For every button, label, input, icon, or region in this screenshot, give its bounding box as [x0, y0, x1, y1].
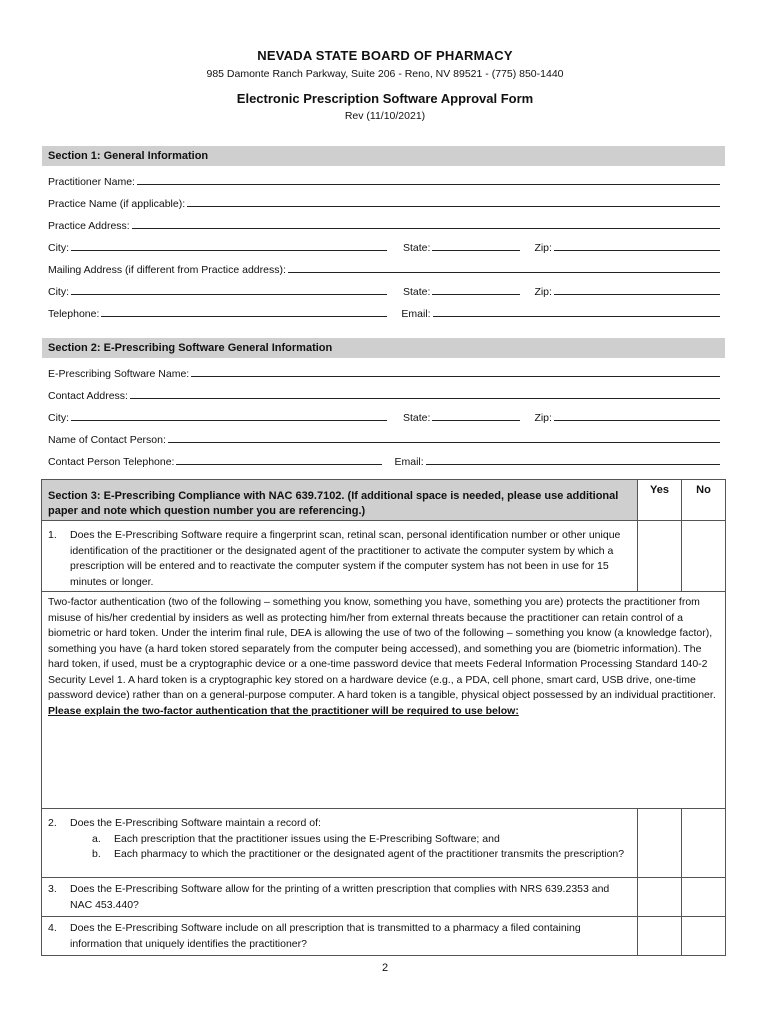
mailing-zip-field[interactable] — [554, 293, 720, 295]
software-name-field[interactable] — [191, 375, 720, 377]
no-column-header: No — [681, 480, 725, 520]
sub-text: Each prescription that the practitioner issues using the E-Prescribing Software; and — [114, 832, 500, 845]
state-label: State: — [403, 286, 431, 298]
question-number: 2. — [48, 817, 57, 829]
practice-name-label: Practice Name (if applicable): — [48, 198, 186, 210]
question-text: Does the E-Prescribing Software include on all prescription that is transmitted to a pharmacy a filed containing information that uniquely identifies the practitioner? — [70, 922, 581, 950]
contact-telephone-field[interactable] — [176, 463, 382, 465]
q1-no-cell[interactable] — [681, 521, 725, 591]
zip-label: Zip: — [534, 286, 552, 298]
q4-yes-cell[interactable] — [637, 917, 681, 955]
mailing-address-field[interactable] — [288, 271, 720, 273]
q2-no-cell[interactable] — [681, 809, 725, 877]
compliance-table — [41, 479, 726, 956]
telephone-label: Telephone: — [48, 308, 100, 320]
email-label: Email: — [401, 308, 431, 320]
zip-field[interactable] — [554, 249, 720, 251]
email-field[interactable] — [433, 315, 720, 317]
contact-address-field[interactable] — [130, 397, 720, 399]
zip-label: Zip: — [534, 242, 552, 254]
city-label: City: — [48, 242, 69, 254]
form-title: Electronic Prescription Software Approval Form — [236, 91, 534, 106]
practitioner-name-label: Practitioner Name: — [48, 176, 135, 188]
telephone-email-row — [48, 304, 720, 320]
sub-item-a — [92, 832, 631, 848]
city-state-zip-row — [48, 238, 720, 254]
practice-name-field[interactable] — [187, 205, 720, 207]
state-label: State: — [403, 242, 431, 254]
telephone-field[interactable] — [101, 315, 387, 317]
software-name-label: E-Prescribing Software Name: — [48, 368, 190, 380]
mailing-city-state-zip-row — [48, 282, 720, 298]
yes-column-header: Yes — [637, 480, 681, 520]
org-name: NEVADA STATE BOARD OF PHARMACY — [257, 48, 513, 63]
question-row-2 — [42, 809, 725, 878]
state-label: State: — [403, 412, 431, 424]
practitioner-name-row — [48, 172, 720, 188]
question-row-3 — [42, 878, 725, 917]
mailing-state-field[interactable] — [432, 293, 520, 295]
software-name-row — [48, 364, 720, 380]
contact-person-row — [48, 430, 720, 446]
practice-address-row — [48, 216, 720, 232]
question-number: 4. — [48, 922, 57, 934]
two-factor-explanation-area[interactable] — [42, 592, 725, 808]
contact-telephone-label: Contact Person Telephone: — [48, 456, 175, 468]
question-row-1 — [42, 521, 725, 592]
q4-no-cell[interactable] — [681, 917, 725, 955]
page-number: 2 — [381, 962, 389, 974]
zip-label: Zip: — [534, 412, 552, 424]
contact-state-field[interactable] — [432, 419, 520, 421]
city-field[interactable] — [71, 249, 387, 251]
q1-yes-cell[interactable] — [637, 521, 681, 591]
question-row-4 — [42, 917, 725, 955]
question-1 — [42, 521, 637, 591]
section2-heading: Section 2: E-Prescribing Software General Information — [42, 338, 725, 358]
sub-label: b. — [92, 848, 101, 860]
question-3 — [42, 878, 637, 916]
contact-person-field[interactable] — [168, 441, 720, 443]
q2-yes-cell[interactable] — [637, 809, 681, 877]
contact-address-label: Contact Address: — [48, 390, 128, 402]
question-2 — [42, 809, 637, 877]
city-label: City: — [48, 412, 69, 424]
question-text: Does the E-Prescribing Software maintain a record of: — [70, 817, 321, 829]
two-factor-text: Two-factor authentication (two of the following – something you know, something you have, something you are) protects the practitioner from misuse of his/her credential by insiders as well as protecting him/her from external threats because the practitioner can retain control of a biometric or hard token. Under the interim final rule, DEA is allowing the use of two of the following – something you know (a knowledge factor), something you have (a hard token stored separately from the computer being accessed), and something you are (biometric information). The hard token, if used, must be a cryptographic device or a one-time password device that meets Federal Information Processing Standard 140-2 Security Level 1. A hard token is a cryptographic key stored on a hardware device (e.g., a PDA, cell phone, smart card, USB drive, one-time password device) rather than on a general-purpose computer. A hard token is a tangible, physical object possessed by an individual practitioner. — [48, 596, 716, 701]
question-number: 1. — [48, 529, 57, 541]
contact-email-field[interactable] — [426, 463, 720, 465]
org-address: 985 Damonte Ranch Parkway, Suite 206 - Reno, NV 89521 - (775) 850-1440 — [206, 68, 564, 80]
contact-city-field[interactable] — [71, 419, 387, 421]
practice-address-label: Practice Address: — [48, 220, 130, 232]
two-factor-instruction: Please explain the two-factor authentication that the practitioner will be required to use below: — [48, 704, 519, 717]
q3-no-cell[interactable] — [681, 878, 725, 916]
practice-name-row — [48, 194, 720, 210]
email-label: Email: — [394, 456, 424, 468]
mailing-address-row — [48, 260, 720, 276]
sub-item-b — [92, 847, 631, 863]
contact-zip-field[interactable] — [554, 419, 720, 421]
contact-city-state-zip-row — [48, 408, 720, 424]
state-field[interactable] — [432, 249, 520, 251]
practitioner-name-field[interactable] — [137, 183, 720, 185]
sub-text: Each pharmacy to which the practitioner or the designated agent of the practitioner transmits the prescription? — [114, 848, 625, 860]
question-text: Does the E-Prescribing Software require a fingerprint scan, retinal scan, personal identification number or other unique identification of the practitioner or the designated agent of the practitioner to activate the computer system by which a prescription will be entered and to reactivate the computer system if the computer system has not been in use for 15 minutes or longer. — [70, 529, 621, 588]
question-4 — [42, 917, 637, 955]
contact-telephone-email-row — [48, 452, 720, 468]
mailing-address-label: Mailing Address (if different from Practice address): — [48, 264, 286, 276]
mailing-city-field[interactable] — [71, 293, 387, 295]
section3-heading: Section 3: E-Prescribing Compliance with NAC 639.7102. (If additional space is needed, please use additional paper and note which question number you are referencing.) — [42, 480, 637, 520]
q3-yes-cell[interactable] — [637, 878, 681, 916]
city-label: City: — [48, 286, 69, 298]
table-header-row — [42, 480, 725, 521]
question-text: Does the E-Prescribing Software allow for the printing of a written prescription that complies with NRS 639.2353 and NAC 453.440? — [70, 883, 610, 911]
two-factor-row — [42, 592, 725, 809]
sub-label: a. — [92, 832, 101, 845]
contact-address-row — [48, 386, 720, 402]
question-number: 3. — [48, 883, 57, 895]
section1-heading: Section 1: General Information — [42, 146, 725, 166]
practice-address-field[interactable] — [132, 227, 720, 229]
contact-person-label: Name of Contact Person: — [48, 434, 166, 446]
form-revision: Rev (11/10/2021) — [344, 110, 426, 122]
